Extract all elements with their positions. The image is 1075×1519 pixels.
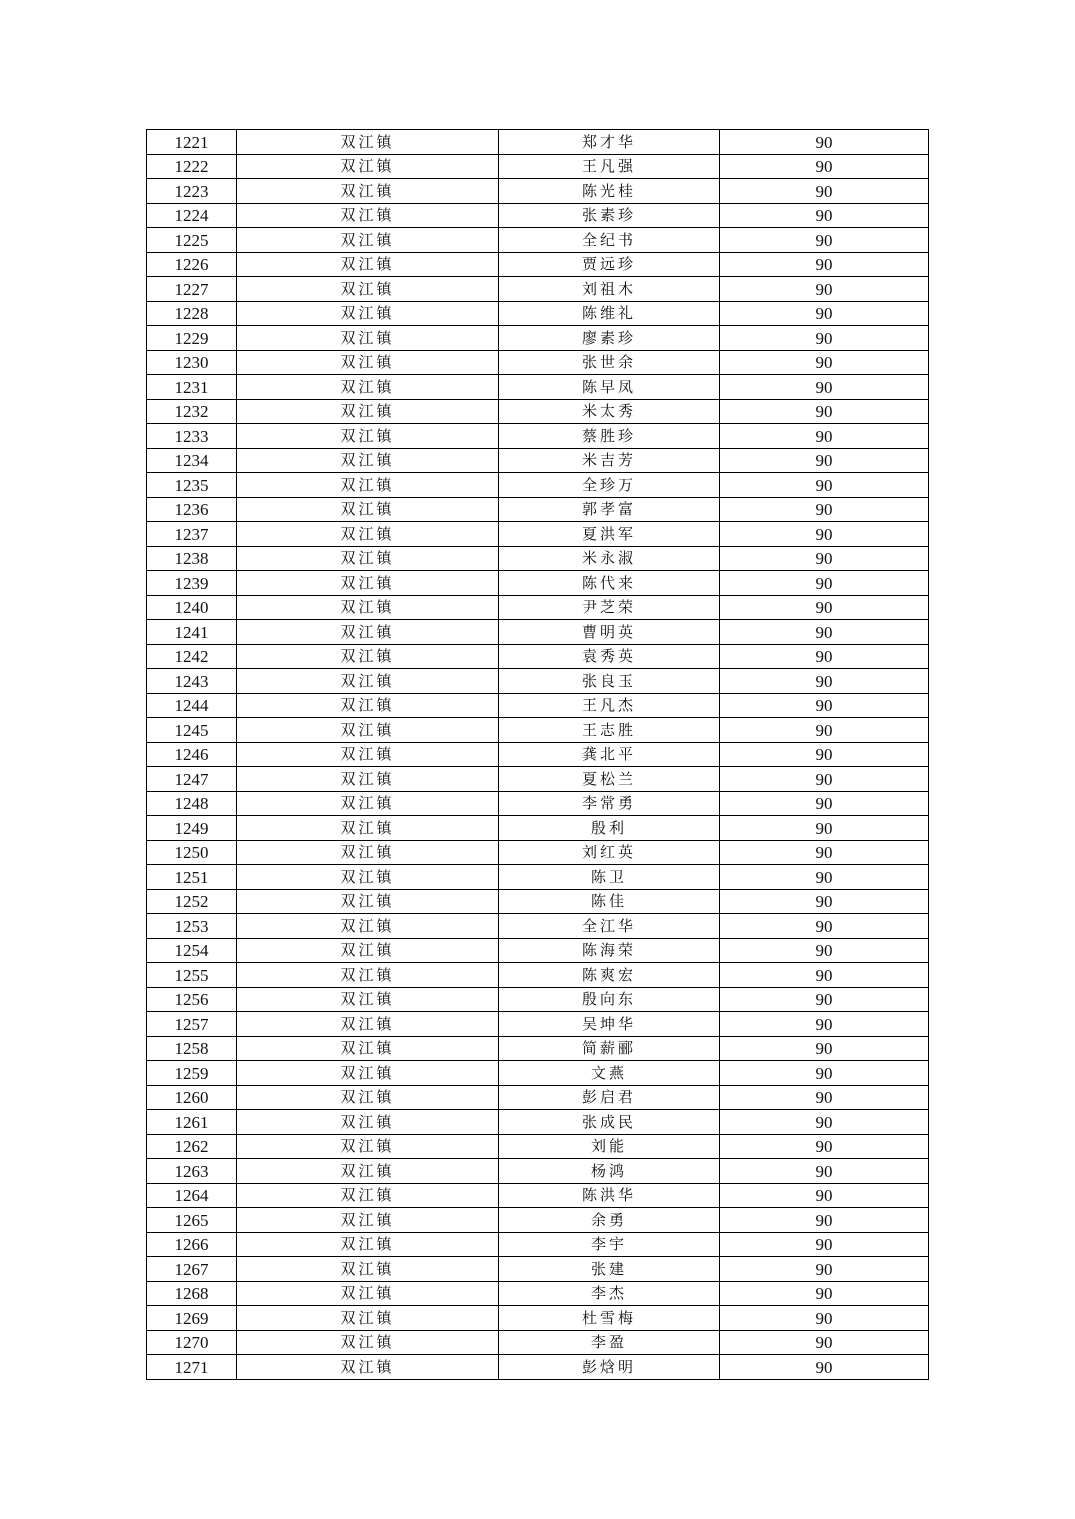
row-amount: 90 <box>720 179 929 204</box>
row-number: 1266 <box>147 1232 237 1257</box>
row-amount: 90 <box>720 644 929 669</box>
row-name: 蔡胜珍 <box>499 424 720 449</box>
table-row <box>147 375 929 400</box>
row-number: 1259 <box>147 1061 237 1086</box>
row-number: 1265 <box>147 1208 237 1233</box>
row-number: 1267 <box>147 1257 237 1282</box>
row-town: 双江镇 <box>237 816 499 841</box>
table-row <box>147 130 929 155</box>
table-row <box>147 448 929 473</box>
row-amount: 90 <box>720 767 929 792</box>
row-amount: 90 <box>720 1306 929 1331</box>
row-amount: 90 <box>720 497 929 522</box>
row-amount: 90 <box>720 326 929 351</box>
row-number: 1226 <box>147 252 237 277</box>
row-town: 双江镇 <box>237 595 499 620</box>
row-name: 李杰 <box>499 1281 720 1306</box>
row-amount: 90 <box>720 1085 929 1110</box>
row-number: 1258 <box>147 1036 237 1061</box>
row-town: 双江镇 <box>237 644 499 669</box>
table-row <box>147 791 929 816</box>
row-number: 1225 <box>147 228 237 253</box>
table-row <box>147 571 929 596</box>
table-row <box>147 252 929 277</box>
row-name: 杨鸿 <box>499 1159 720 1184</box>
table-row <box>147 1012 929 1037</box>
row-number: 1232 <box>147 399 237 424</box>
row-town: 双江镇 <box>237 1232 499 1257</box>
row-town: 双江镇 <box>237 914 499 939</box>
row-name: 夏松兰 <box>499 767 720 792</box>
table-row <box>147 1257 929 1282</box>
table-row <box>147 1330 929 1355</box>
row-amount: 90 <box>720 424 929 449</box>
row-name: 米太秀 <box>499 399 720 424</box>
row-town: 双江镇 <box>237 1183 499 1208</box>
row-town: 双江镇 <box>237 1330 499 1355</box>
row-town: 双江镇 <box>237 473 499 498</box>
row-town: 双江镇 <box>237 742 499 767</box>
row-number: 1262 <box>147 1134 237 1159</box>
row-name: 王凡强 <box>499 154 720 179</box>
row-town: 双江镇 <box>237 620 499 645</box>
row-town: 双江镇 <box>237 522 499 547</box>
row-amount: 90 <box>720 571 929 596</box>
row-name: 殷利 <box>499 816 720 841</box>
row-number: 1238 <box>147 546 237 571</box>
row-amount: 90 <box>720 816 929 841</box>
row-number: 1239 <box>147 571 237 596</box>
row-name: 张世余 <box>499 350 720 375</box>
table-row <box>147 1183 929 1208</box>
row-name: 王志胜 <box>499 718 720 743</box>
table-row <box>147 326 929 351</box>
row-name: 李宇 <box>499 1232 720 1257</box>
row-town: 双江镇 <box>237 938 499 963</box>
table-row <box>147 1134 929 1159</box>
row-number: 1253 <box>147 914 237 939</box>
row-number: 1236 <box>147 497 237 522</box>
row-town: 双江镇 <box>237 350 499 375</box>
row-number: 1251 <box>147 865 237 890</box>
table-row <box>147 865 929 890</box>
row-number: 1254 <box>147 938 237 963</box>
row-town: 双江镇 <box>237 693 499 718</box>
row-amount: 90 <box>720 889 929 914</box>
row-amount: 90 <box>720 987 929 1012</box>
row-name: 殷向东 <box>499 987 720 1012</box>
table-row <box>147 767 929 792</box>
row-town: 双江镇 <box>237 277 499 302</box>
row-name: 陈卫 <box>499 865 720 890</box>
row-name: 廖素珍 <box>499 326 720 351</box>
roster-table-body <box>147 130 929 1380</box>
table-row <box>147 301 929 326</box>
row-number: 1223 <box>147 179 237 204</box>
row-town: 双江镇 <box>237 546 499 571</box>
row-town: 双江镇 <box>237 1012 499 1037</box>
table-row <box>147 1281 929 1306</box>
row-amount: 90 <box>720 914 929 939</box>
row-number: 1257 <box>147 1012 237 1037</box>
table-row <box>147 718 929 743</box>
row-name: 杜雪梅 <box>499 1306 720 1331</box>
table-row <box>147 228 929 253</box>
table-row <box>147 1085 929 1110</box>
row-number: 1230 <box>147 350 237 375</box>
row-number: 1222 <box>147 154 237 179</box>
row-name: 李常勇 <box>499 791 720 816</box>
row-amount: 90 <box>720 1281 929 1306</box>
row-name: 张建 <box>499 1257 720 1282</box>
row-amount: 90 <box>720 399 929 424</box>
row-amount: 90 <box>720 375 929 400</box>
table-row <box>147 277 929 302</box>
row-town: 双江镇 <box>237 1085 499 1110</box>
row-town: 双江镇 <box>237 840 499 865</box>
table-row <box>147 620 929 645</box>
row-town: 双江镇 <box>237 1306 499 1331</box>
table-row <box>147 840 929 865</box>
row-name: 刘祖木 <box>499 277 720 302</box>
table-row <box>147 914 929 939</box>
row-number: 1243 <box>147 669 237 694</box>
row-town: 双江镇 <box>237 399 499 424</box>
row-name: 全珍万 <box>499 473 720 498</box>
row-amount: 90 <box>720 277 929 302</box>
row-town: 双江镇 <box>237 889 499 914</box>
row-town: 双江镇 <box>237 1061 499 1086</box>
row-town: 双江镇 <box>237 963 499 988</box>
row-amount: 90 <box>720 203 929 228</box>
row-amount: 90 <box>720 840 929 865</box>
table-row <box>147 595 929 620</box>
row-number: 1264 <box>147 1183 237 1208</box>
row-town: 双江镇 <box>237 154 499 179</box>
row-number: 1268 <box>147 1281 237 1306</box>
row-amount: 90 <box>720 963 929 988</box>
row-number: 1224 <box>147 203 237 228</box>
row-name: 吴坤华 <box>499 1012 720 1037</box>
row-number: 1248 <box>147 791 237 816</box>
row-name: 陈佳 <box>499 889 720 914</box>
row-amount: 90 <box>720 791 929 816</box>
row-number: 1245 <box>147 718 237 743</box>
row-name: 张素珍 <box>499 203 720 228</box>
row-town: 双江镇 <box>237 1036 499 1061</box>
row-name: 简薪郦 <box>499 1036 720 1061</box>
row-name: 张成民 <box>499 1110 720 1135</box>
row-number: 1263 <box>147 1159 237 1184</box>
row-number: 1240 <box>147 595 237 620</box>
table-row <box>147 497 929 522</box>
row-town: 双江镇 <box>237 326 499 351</box>
row-name: 刘红英 <box>499 840 720 865</box>
row-town: 双江镇 <box>237 571 499 596</box>
table-row <box>147 546 929 571</box>
row-name: 夏洪军 <box>499 522 720 547</box>
row-town: 双江镇 <box>237 718 499 743</box>
row-number: 1271 <box>147 1355 237 1380</box>
row-amount: 90 <box>720 228 929 253</box>
row-number: 1249 <box>147 816 237 841</box>
row-amount: 90 <box>720 1257 929 1282</box>
row-town: 双江镇 <box>237 1208 499 1233</box>
row-town: 双江镇 <box>237 497 499 522</box>
row-town: 双江镇 <box>237 179 499 204</box>
row-town: 双江镇 <box>237 669 499 694</box>
row-amount: 90 <box>720 350 929 375</box>
row-amount: 90 <box>720 595 929 620</box>
row-name: 文燕 <box>499 1061 720 1086</box>
table-row <box>147 1306 929 1331</box>
row-name: 全江华 <box>499 914 720 939</box>
row-amount: 90 <box>720 1330 929 1355</box>
row-amount: 90 <box>720 1208 929 1233</box>
row-number: 1221 <box>147 130 237 155</box>
row-name: 彭焓明 <box>499 1355 720 1380</box>
row-town: 双江镇 <box>237 228 499 253</box>
row-amount: 90 <box>720 718 929 743</box>
roster-table <box>146 129 929 1380</box>
row-name: 米吉芳 <box>499 448 720 473</box>
row-name: 张良玉 <box>499 669 720 694</box>
table-row <box>147 644 929 669</box>
row-name: 王凡杰 <box>499 693 720 718</box>
row-town: 双江镇 <box>237 130 499 155</box>
table-row <box>147 669 929 694</box>
table-row <box>147 938 929 963</box>
table-row <box>147 350 929 375</box>
table-row <box>147 1355 929 1380</box>
row-amount: 90 <box>720 448 929 473</box>
row-town: 双江镇 <box>237 1257 499 1282</box>
row-number: 1244 <box>147 693 237 718</box>
row-name: 郑才华 <box>499 130 720 155</box>
row-amount: 90 <box>720 669 929 694</box>
row-name: 陈代来 <box>499 571 720 596</box>
row-name: 曹明英 <box>499 620 720 645</box>
row-name: 陈光桂 <box>499 179 720 204</box>
row-name: 米永淑 <box>499 546 720 571</box>
row-name: 李盈 <box>499 1330 720 1355</box>
row-name: 郭孝富 <box>499 497 720 522</box>
row-amount: 90 <box>720 1012 929 1037</box>
row-town: 双江镇 <box>237 252 499 277</box>
table-row <box>147 424 929 449</box>
table-row <box>147 154 929 179</box>
row-number: 1250 <box>147 840 237 865</box>
row-name: 贾远珍 <box>499 252 720 277</box>
table-row <box>147 522 929 547</box>
row-number: 1252 <box>147 889 237 914</box>
row-amount: 90 <box>720 1134 929 1159</box>
row-amount: 90 <box>720 742 929 767</box>
table-row <box>147 693 929 718</box>
row-number: 1228 <box>147 301 237 326</box>
row-name: 陈洪华 <box>499 1183 720 1208</box>
row-amount: 90 <box>720 1159 929 1184</box>
row-town: 双江镇 <box>237 203 499 228</box>
row-name: 刘能 <box>499 1134 720 1159</box>
row-town: 双江镇 <box>237 424 499 449</box>
row-amount: 90 <box>720 1355 929 1380</box>
row-amount: 90 <box>720 546 929 571</box>
row-amount: 90 <box>720 1183 929 1208</box>
row-name: 陈早凤 <box>499 375 720 400</box>
row-number: 1255 <box>147 963 237 988</box>
row-number: 1270 <box>147 1330 237 1355</box>
table-row <box>147 1159 929 1184</box>
row-amount: 90 <box>720 1110 929 1135</box>
table-row <box>147 179 929 204</box>
row-number: 1235 <box>147 473 237 498</box>
row-number: 1237 <box>147 522 237 547</box>
row-number: 1227 <box>147 277 237 302</box>
row-number: 1269 <box>147 1306 237 1331</box>
table-row <box>147 399 929 424</box>
row-name: 尹芝荣 <box>499 595 720 620</box>
table-row <box>147 1208 929 1233</box>
row-amount: 90 <box>720 252 929 277</box>
row-name: 陈维礼 <box>499 301 720 326</box>
row-amount: 90 <box>720 1036 929 1061</box>
row-amount: 90 <box>720 1232 929 1257</box>
table-row <box>147 1232 929 1257</box>
row-number: 1256 <box>147 987 237 1012</box>
row-name: 袁秀英 <box>499 644 720 669</box>
row-number: 1246 <box>147 742 237 767</box>
row-number: 1241 <box>147 620 237 645</box>
row-amount: 90 <box>720 522 929 547</box>
row-number: 1234 <box>147 448 237 473</box>
row-number: 1233 <box>147 424 237 449</box>
row-amount: 90 <box>720 693 929 718</box>
row-town: 双江镇 <box>237 1134 499 1159</box>
table-row <box>147 963 929 988</box>
table-row <box>147 1036 929 1061</box>
table-row <box>147 816 929 841</box>
row-name: 全纪书 <box>499 228 720 253</box>
table-row <box>147 987 929 1012</box>
row-amount: 90 <box>720 620 929 645</box>
row-amount: 90 <box>720 1061 929 1086</box>
row-amount: 90 <box>720 154 929 179</box>
row-number: 1231 <box>147 375 237 400</box>
row-town: 双江镇 <box>237 791 499 816</box>
row-amount: 90 <box>720 301 929 326</box>
row-number: 1261 <box>147 1110 237 1135</box>
row-amount: 90 <box>720 473 929 498</box>
table-row <box>147 1061 929 1086</box>
row-name: 彭启君 <box>499 1085 720 1110</box>
row-amount: 90 <box>720 130 929 155</box>
table-row <box>147 742 929 767</box>
table-row <box>147 1110 929 1135</box>
row-name: 余勇 <box>499 1208 720 1233</box>
row-name: 龚北平 <box>499 742 720 767</box>
row-amount: 90 <box>720 938 929 963</box>
table-row <box>147 203 929 228</box>
row-number: 1260 <box>147 1085 237 1110</box>
row-name: 陈爽宏 <box>499 963 720 988</box>
table-row <box>147 889 929 914</box>
row-number: 1247 <box>147 767 237 792</box>
row-town: 双江镇 <box>237 1159 499 1184</box>
row-town: 双江镇 <box>237 987 499 1012</box>
row-town: 双江镇 <box>237 448 499 473</box>
row-town: 双江镇 <box>237 1281 499 1306</box>
row-number: 1242 <box>147 644 237 669</box>
row-town: 双江镇 <box>237 767 499 792</box>
row-name: 陈海荣 <box>499 938 720 963</box>
row-town: 双江镇 <box>237 865 499 890</box>
row-town: 双江镇 <box>237 301 499 326</box>
table-row <box>147 473 929 498</box>
row-amount: 90 <box>720 865 929 890</box>
row-town: 双江镇 <box>237 375 499 400</box>
row-number: 1229 <box>147 326 237 351</box>
row-town: 双江镇 <box>237 1110 499 1135</box>
row-town: 双江镇 <box>237 1355 499 1380</box>
